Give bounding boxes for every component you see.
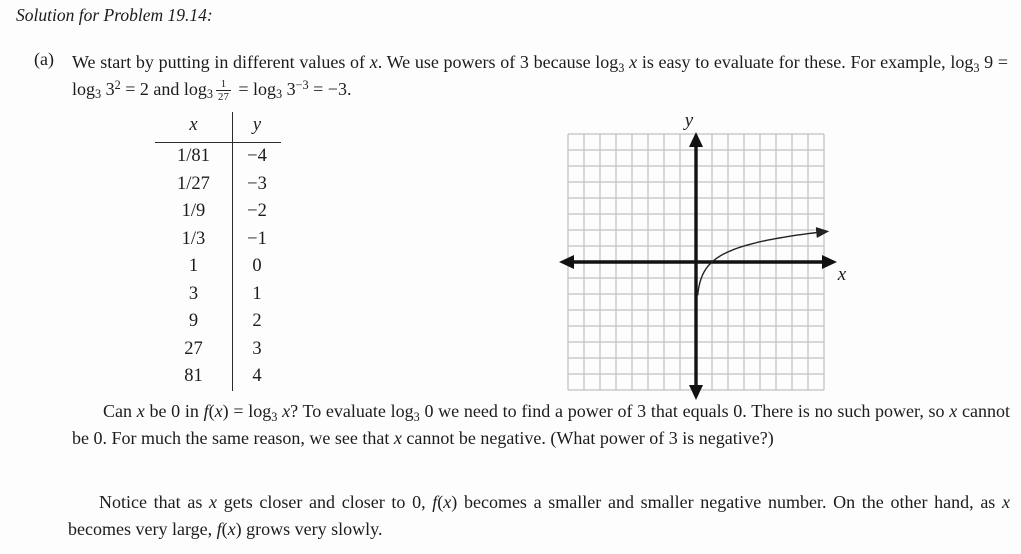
- table-cell-x: 81: [155, 363, 233, 391]
- table-cell-y: 2: [252, 311, 262, 331]
- table-cell-x: 27: [155, 336, 233, 364]
- table-cell-x: 1/9: [155, 198, 233, 226]
- paragraph-notice: Notice that as x gets closer and closer to 0, f(x) becomes a smaller and smaller negative number. On the other hand, as x becomes very large, f(x) grows very slowly.: [68, 492, 1010, 539]
- log-graph: [555, 103, 855, 403]
- table-row: [155, 281, 281, 309]
- table-cell-y: −2: [247, 201, 267, 221]
- part-a-paragraph: We start by putting in different values of x. We use powers of 3 because $\log_3 x$ is easy to evaluate for these. For example, $\log_3 9 = \log_3 3^2 = 2$ and $\log_3$ $\frac{1}{27}$ = $\log_3 3^{-3} = -3$.: [72, 52, 1009, 103]
- table-row: [155, 308, 281, 336]
- y-axis-label: y: [684, 110, 694, 131]
- table-cell-y: −4: [247, 146, 267, 166]
- table-cell-y: −1: [247, 228, 267, 249]
- table-row: [155, 253, 281, 281]
- table-row: [155, 143, 281, 171]
- x-axis-label: x: [837, 264, 847, 285]
- table-row: [155, 336, 281, 364]
- table-cell-y: −3: [247, 173, 267, 194]
- x-axis: [559, 255, 837, 269]
- table-header-row: [155, 112, 281, 143]
- table-cell-y: 1: [252, 283, 262, 304]
- table-row: [155, 198, 281, 226]
- table-cell-x: 1/27: [155, 171, 233, 199]
- table-row: [155, 171, 281, 199]
- table-row: [155, 226, 281, 254]
- solution-title: Solution for Problem 19.14:: [16, 5, 213, 25]
- table-cell-x: 9: [155, 308, 233, 336]
- table-header-x: x: [155, 112, 233, 143]
- log-graph-svg: [555, 103, 855, 403]
- table-cell-y: 0: [252, 256, 262, 276]
- table-cell-x: 1: [155, 253, 233, 281]
- table-cell-y: 3: [252, 338, 262, 359]
- inline-fraction: $\frac{1}{27}$: [218, 77, 229, 103]
- paragraph-can-x-be-zero: Can x be 0 in $f(x) = \log_3 x$? To evaluate $\log_3 0$ we need to find a power of 3 that equals 0. There is no such power, so x cannot be 0. For much the same reason, we see that x cannot be negative. (What power of 3 is negative?): [72, 401, 1010, 448]
- y-axis: [689, 132, 703, 400]
- table-cell-x: 1/3: [155, 226, 233, 254]
- table-cell-x: 3: [155, 281, 233, 309]
- table-header-y: y: [233, 112, 281, 143]
- table-cell-y: 4: [252, 366, 262, 386]
- table-body: [155, 143, 281, 391]
- xy-table: [155, 112, 281, 391]
- table-cell-x: 1/81: [155, 143, 233, 171]
- part-a-label: (a): [34, 49, 54, 69]
- table-row: [155, 363, 281, 391]
